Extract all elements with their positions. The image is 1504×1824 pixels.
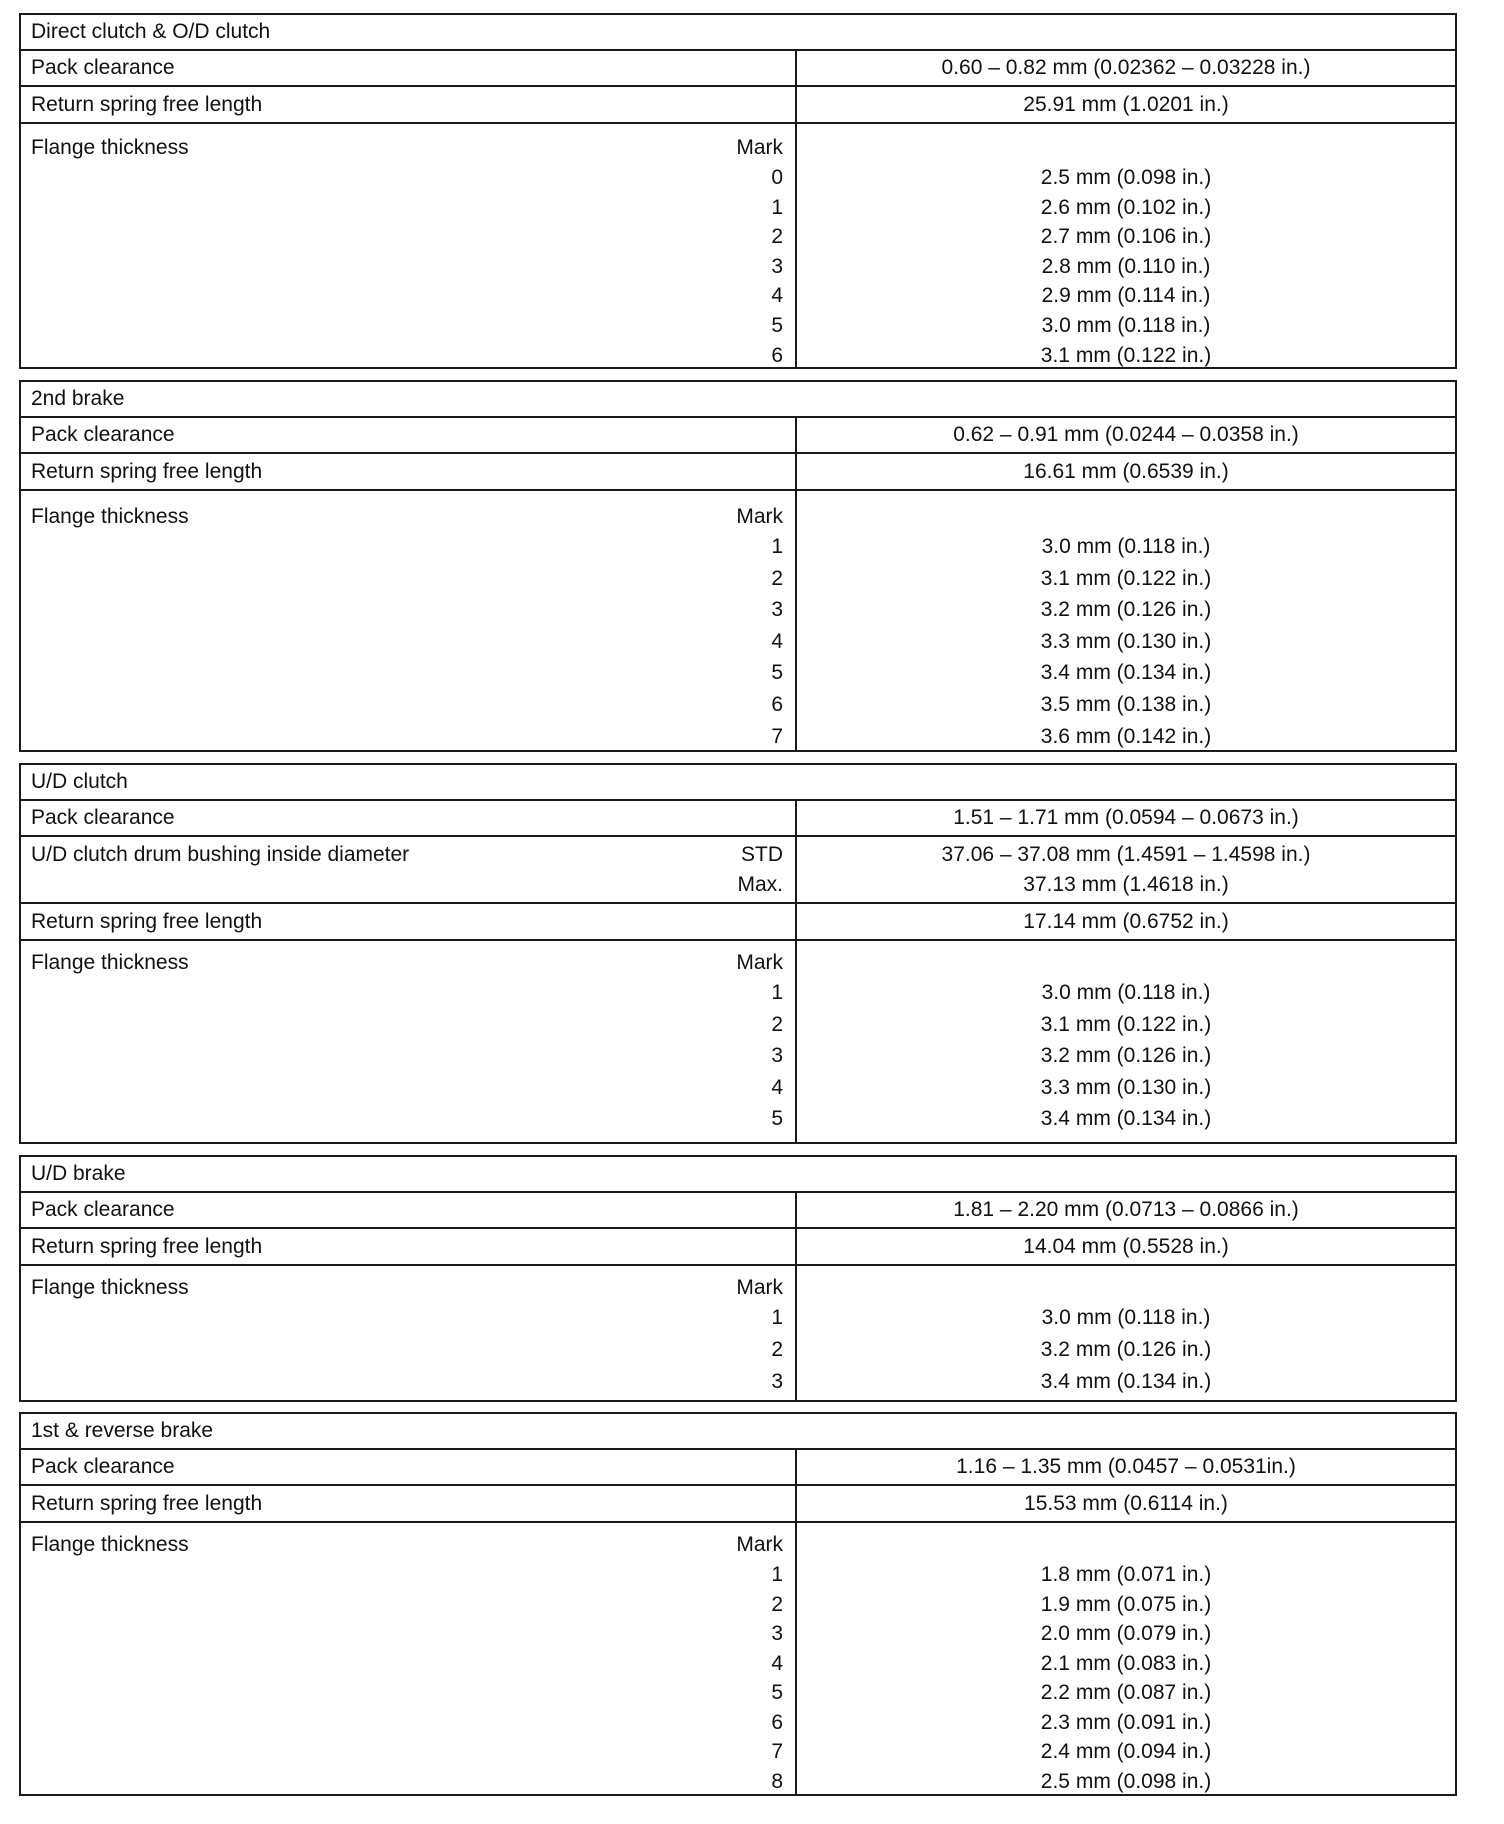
flange-thickness-label: Flange thickness [31, 505, 189, 528]
spec-value-cell [797, 87, 1455, 122]
section-title: 2nd brake [21, 382, 1455, 418]
flange-mark: 3 [771, 1370, 783, 1394]
flange-thickness-value: 2.7 mm (0.106 in.) [1040, 225, 1212, 249]
flange-mark-line [21, 1709, 795, 1737]
flange-mark-line [21, 312, 795, 340]
flange-thickness-value: 2.8 mm (0.110 in.) [1041, 254, 1211, 278]
return-spring-row [21, 1486, 1455, 1523]
flange-thickness-label: Flange thickness [31, 136, 189, 159]
mark-header: Mark [736, 951, 783, 974]
return-spring-value: 14.04 mm (0.5528 in.) [1023, 1234, 1229, 1258]
flange-mark-line [21, 1561, 795, 1589]
std-value: 37.06 – 37.08 mm (1.4591 – 1.4598 in.) [941, 843, 1311, 866]
return-spring-value: 15.53 mm (0.6114 in.) [1024, 1491, 1228, 1515]
flange-mark-line [21, 1368, 795, 1396]
flange-mark: 0 [771, 166, 783, 189]
return-spring-label: Return spring free length [31, 1234, 263, 1258]
flange-mark-line [21, 194, 795, 222]
flange-thickness-value: 3.1 mm (0.122 in.) [1040, 566, 1212, 590]
flange-thickness-value: 3.4 mm (0.134 in.) [1040, 1370, 1212, 1394]
flange-header-line [21, 1531, 795, 1559]
pack-clearance-value: 1.51 – 1.71 mm (0.0594 – 0.0673 in.) [953, 806, 1299, 829]
spec-section [19, 763, 1457, 1144]
spec-label-cell [21, 1266, 797, 1400]
flange-mark: 1 [771, 535, 783, 558]
flange-header-line [21, 1274, 795, 1302]
flange-mark: 6 [771, 693, 783, 716]
flange-mark-line [21, 1650, 795, 1678]
flange-thickness-value: 3.0 mm (0.118 in.) [1041, 314, 1211, 337]
pack-clearance-label: Pack clearance [31, 1198, 175, 1221]
flange-mark-line [21, 1591, 795, 1619]
mark-header: Mark [736, 505, 783, 528]
spec-label-cell [21, 1486, 797, 1521]
return-spring-row [21, 454, 1455, 491]
spec-section [19, 380, 1457, 752]
max-label: Max. [737, 873, 783, 896]
flange-mark: 1 [771, 981, 783, 1004]
spec-section [19, 13, 1457, 369]
flange-mark: 4 [771, 1651, 783, 1675]
flange-thickness-label: Flange thickness [31, 1276, 189, 1299]
flange-thickness-label: Flange thickness [31, 951, 189, 974]
flange-mark: 5 [771, 661, 783, 685]
flange-thickness-value: 3.0 mm (0.118 in.) [1041, 981, 1211, 1004]
flange-thickness-value: 2.1 mm (0.083 in.) [1040, 1651, 1212, 1675]
flange-mark-line [21, 723, 795, 751]
flange-mark-line [21, 1011, 795, 1039]
spec-value-cell [797, 491, 1455, 750]
flange-mark-line [21, 223, 795, 251]
flange-thickness-value: 3.6 mm (0.142 in.) [1040, 724, 1212, 748]
section-title: U/D brake [21, 1157, 1455, 1193]
pack-clearance-value: 1.16 – 1.35 mm (0.0457 – 0.0531in.) [956, 1455, 1296, 1478]
mark-header: Mark [736, 1533, 783, 1556]
flange-mark: 5 [771, 1107, 783, 1131]
spec-label-cell [21, 837, 797, 902]
spec-label-cell [21, 51, 797, 85]
flange-mark-line [21, 1042, 795, 1070]
flange-mark-line [21, 1679, 795, 1707]
spec-value-cell [797, 941, 1455, 1142]
flange-thickness-value: 2.5 mm (0.098 in.) [1040, 166, 1212, 189]
flange-mark: 1 [771, 195, 783, 219]
flange-thickness-value: 3.2 mm (0.126 in.) [1040, 598, 1212, 622]
spec-value-cell [797, 1523, 1455, 1794]
spec-label-cell [21, 454, 797, 489]
flange-mark-line [21, 1105, 795, 1133]
flange-mark-line [21, 533, 795, 561]
return-spring-label: Return spring free length [31, 1491, 263, 1515]
flange-mark: 4 [771, 284, 783, 308]
pack-clearance-value: 0.60 – 0.82 mm (0.02362 – 0.03228 in.) [941, 56, 1311, 79]
flange-thickness-value: 2.0 mm (0.079 in.) [1040, 1622, 1212, 1645]
flange-thickness-row [21, 1266, 1455, 1400]
return-spring-label: Return spring free length [31, 909, 263, 933]
flange-thickness-value: 3.2 mm (0.126 in.) [1040, 1044, 1212, 1068]
section-title: 1st & reverse brake [21, 1414, 1455, 1450]
pack-clearance-row [21, 1193, 1455, 1229]
spec-value-cell [797, 1450, 1455, 1484]
flange-mark-line [21, 628, 795, 656]
flange-mark: 4 [771, 629, 783, 653]
flange-thickness-value: 3.0 mm (0.118 in.) [1041, 535, 1211, 558]
spec-value-cell [797, 801, 1455, 835]
flange-mark: 7 [771, 1740, 783, 1763]
flange-thickness-value: 3.4 mm (0.134 in.) [1040, 661, 1212, 685]
spec-value-cell [797, 454, 1455, 489]
spec-label-cell [21, 1450, 797, 1484]
return-spring-label: Return spring free length [31, 92, 263, 116]
flange-thickness-value: 2.5 mm (0.098 in.) [1040, 1769, 1212, 1793]
flange-thickness-value: 3.2 mm (0.126 in.) [1040, 1338, 1212, 1362]
flange-header-line [21, 134, 795, 162]
flange-mark: 3 [771, 598, 783, 622]
pack-clearance-label: Pack clearance [31, 1455, 175, 1478]
flange-mark: 8 [771, 1769, 783, 1793]
flange-header-line [21, 949, 795, 977]
flange-mark-line [21, 659, 795, 687]
spec-section [19, 1155, 1457, 1402]
flange-thickness-value: 3.3 mm (0.130 in.) [1040, 1075, 1212, 1099]
flange-header-line [21, 503, 795, 531]
flange-mark: 4 [771, 1075, 783, 1099]
flange-mark-line [21, 1738, 795, 1766]
flange-mark: 2 [771, 566, 783, 590]
spec-label-cell [21, 904, 797, 939]
flange-mark: 2 [771, 225, 783, 249]
spec-label-cell [21, 418, 797, 452]
flange-thickness-value: 1.8 mm (0.071 in.) [1040, 1563, 1212, 1586]
flange-thickness-value: 2.2 mm (0.087 in.) [1040, 1681, 1212, 1704]
flange-mark: 3 [771, 254, 783, 278]
flange-mark: 2 [771, 1012, 783, 1036]
mark-header: Mark [736, 136, 783, 159]
flange-mark: 7 [771, 724, 783, 748]
pack-clearance-value: 0.62 – 0.91 mm (0.0244 – 0.0358 in.) [953, 423, 1299, 446]
flange-mark-line [21, 979, 795, 1007]
spec-section [19, 1412, 1457, 1796]
spec-label-cell [21, 87, 797, 122]
flange-mark: 2 [771, 1592, 783, 1616]
flange-thickness-value: 2.4 mm (0.094 in.) [1040, 1740, 1212, 1763]
max-value: 37.13 mm (1.4618 in.) [1023, 873, 1229, 896]
flange-thickness-value: 3.3 mm (0.130 in.) [1040, 629, 1212, 653]
pack-clearance-label: Pack clearance [31, 423, 175, 446]
spec-value-cell [797, 1486, 1455, 1521]
flange-thickness-value: 3.5 mm (0.138 in.) [1040, 693, 1212, 716]
bushing-diameter-row [21, 837, 1455, 904]
return-spring-row [21, 904, 1455, 941]
spec-label-cell [21, 1523, 797, 1794]
flange-thickness-row [21, 124, 1455, 367]
flange-mark-line [21, 1336, 795, 1364]
flange-mark-line [21, 342, 795, 370]
spec-value-cell [797, 418, 1455, 452]
flange-mark: 1 [771, 1563, 783, 1586]
flange-mark-line [21, 596, 795, 624]
spec-label-cell [21, 491, 797, 750]
pack-clearance-row [21, 418, 1455, 454]
flange-thickness-label: Flange thickness [31, 1533, 189, 1556]
flange-thickness-value: 2.6 mm (0.102 in.) [1040, 195, 1212, 219]
spec-label-cell [21, 1193, 797, 1227]
bushing-label: U/D clutch drum bushing inside diameter [31, 843, 410, 866]
flange-thickness-value: 1.9 mm (0.075 in.) [1040, 1592, 1212, 1616]
bushing-max-line [21, 871, 795, 899]
spec-value-cell [797, 1193, 1455, 1227]
flange-thickness-value: 3.1 mm (0.122 in.) [1040, 343, 1212, 367]
section-title: Direct clutch & O/D clutch [21, 15, 1455, 51]
flange-mark: 5 [771, 1681, 783, 1704]
flange-mark-line [21, 691, 795, 719]
flange-mark: 3 [771, 1622, 783, 1645]
section-title: U/D clutch [21, 765, 1455, 801]
flange-mark-line [21, 565, 795, 593]
spec-label-cell [21, 1229, 797, 1264]
flange-thickness-value: 2.9 mm (0.114 in.) [1041, 284, 1211, 308]
pack-clearance-row [21, 801, 1455, 837]
flange-thickness-row [21, 491, 1455, 750]
flange-thickness-row [21, 941, 1455, 1142]
flange-mark-line [21, 1768, 795, 1796]
spec-value-cell [797, 1266, 1455, 1400]
flange-mark-line [21, 1074, 795, 1102]
pack-clearance-value: 1.81 – 2.20 mm (0.0713 – 0.0866 in.) [953, 1198, 1299, 1221]
flange-thickness-value: 2.3 mm (0.091 in.) [1040, 1710, 1212, 1734]
flange-thickness-value: 3.0 mm (0.118 in.) [1041, 1306, 1211, 1329]
pack-clearance-label: Pack clearance [31, 806, 175, 829]
flange-mark: 1 [771, 1306, 783, 1329]
spec-value-cell [797, 837, 1455, 902]
flange-mark-line [21, 164, 795, 192]
pack-clearance-row [21, 1450, 1455, 1486]
flange-thickness-value: 3.4 mm (0.134 in.) [1040, 1107, 1212, 1131]
return-spring-value: 17.14 mm (0.6752 in.) [1023, 909, 1229, 933]
spec-label-cell [21, 124, 797, 367]
spec-value-cell [797, 1229, 1455, 1264]
std-label: STD [741, 843, 783, 866]
return-spring-value: 16.61 mm (0.6539 in.) [1023, 459, 1229, 483]
flange-thickness-value: 3.1 mm (0.122 in.) [1040, 1012, 1212, 1036]
bushing-label-line [21, 841, 795, 869]
spec-value-cell [797, 51, 1455, 85]
flange-mark-line [21, 253, 795, 281]
return-spring-label: Return spring free length [31, 459, 263, 483]
return-spring-row [21, 1229, 1455, 1266]
pack-clearance-label: Pack clearance [31, 56, 175, 79]
spec-value-cell [797, 904, 1455, 939]
flange-mark: 6 [771, 343, 783, 367]
flange-mark: 2 [771, 1338, 783, 1362]
flange-mark-line [21, 1304, 795, 1332]
spec-label-cell [21, 941, 797, 1142]
mark-header: Mark [736, 1276, 783, 1299]
flange-mark: 3 [771, 1044, 783, 1068]
flange-mark-line [21, 1620, 795, 1648]
return-spring-row [21, 87, 1455, 124]
flange-mark-line [21, 282, 795, 310]
flange-mark: 6 [771, 1710, 783, 1734]
spec-label-cell [21, 801, 797, 835]
return-spring-value: 25.91 mm (1.0201 in.) [1023, 92, 1229, 116]
pack-clearance-row [21, 51, 1455, 87]
spec-value-cell [797, 124, 1455, 367]
flange-mark: 5 [771, 314, 783, 337]
flange-thickness-row [21, 1523, 1455, 1794]
